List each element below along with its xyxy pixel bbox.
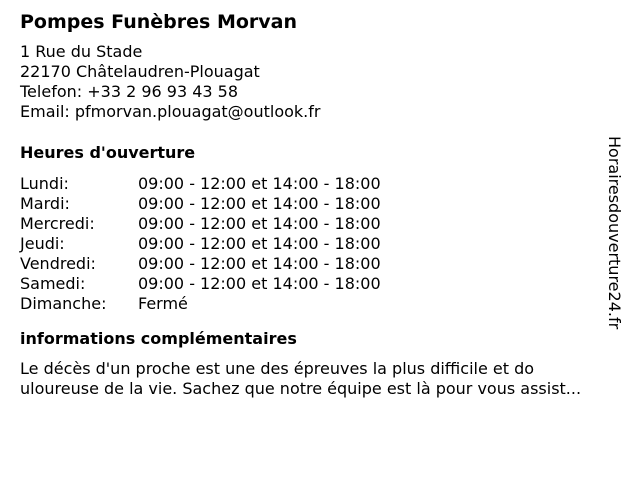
additional-info-heading: informations complémentaires <box>20 329 297 348</box>
day-hours: Fermé <box>138 294 188 313</box>
address-city: 22170 Châtelaudren-Plouagat <box>20 62 260 81</box>
day-hours: 09:00 - 12:00 et 14:00 - 18:00 <box>138 254 381 273</box>
day-label: Mardi: <box>20 194 70 213</box>
business-name: Pompes Funèbres Morvan <box>20 11 298 33</box>
opening-hours-heading: Heures d'ouverture <box>20 143 196 162</box>
day-hours: 09:00 - 12:00 et 14:00 - 18:00 <box>138 234 381 253</box>
description-line-1: Le décès d'un proche est une des épreuves la plus difficile et do <box>20 359 535 378</box>
hours-row-thursday <box>20 234 620 254</box>
day-hours: 09:00 - 12:00 et 14:00 - 18:00 <box>138 274 381 293</box>
hours-row-sunday <box>20 294 620 314</box>
day-label: Jeudi: <box>20 234 65 253</box>
day-label: Samedi: <box>20 274 86 293</box>
day-label: Mercredi: <box>20 214 95 233</box>
day-label: Vendredi: <box>20 254 96 273</box>
hours-row-friday <box>20 254 620 274</box>
hours-row-wednesday <box>20 214 620 234</box>
hours-row-monday <box>20 174 620 194</box>
day-hours: 09:00 - 12:00 et 14:00 - 18:00 <box>138 174 381 193</box>
day-hours: 09:00 - 12:00 et 14:00 - 18:00 <box>138 194 381 213</box>
address-street: 1 Rue du Stade <box>20 42 143 61</box>
day-hours: 09:00 - 12:00 et 14:00 - 18:00 <box>138 214 381 233</box>
site-brand-watermark: Horairesdouverture24.fr <box>605 136 624 330</box>
day-label: Dimanche: <box>20 294 107 313</box>
phone-number: Telefon: +33 2 96 93 43 58 <box>20 82 239 101</box>
hours-row-tuesday <box>20 194 620 214</box>
business-card <box>20 10 620 399</box>
opening-hours-table <box>20 174 620 314</box>
description-line-2: uloureuse de la vie. Sachez que notre équipe est là pour vous assist... <box>20 379 582 398</box>
email-address: Email: pfmorvan.plouagat@outlook.fr <box>20 102 321 121</box>
hours-row-saturday <box>20 274 620 294</box>
day-label: Lundi: <box>20 174 69 193</box>
